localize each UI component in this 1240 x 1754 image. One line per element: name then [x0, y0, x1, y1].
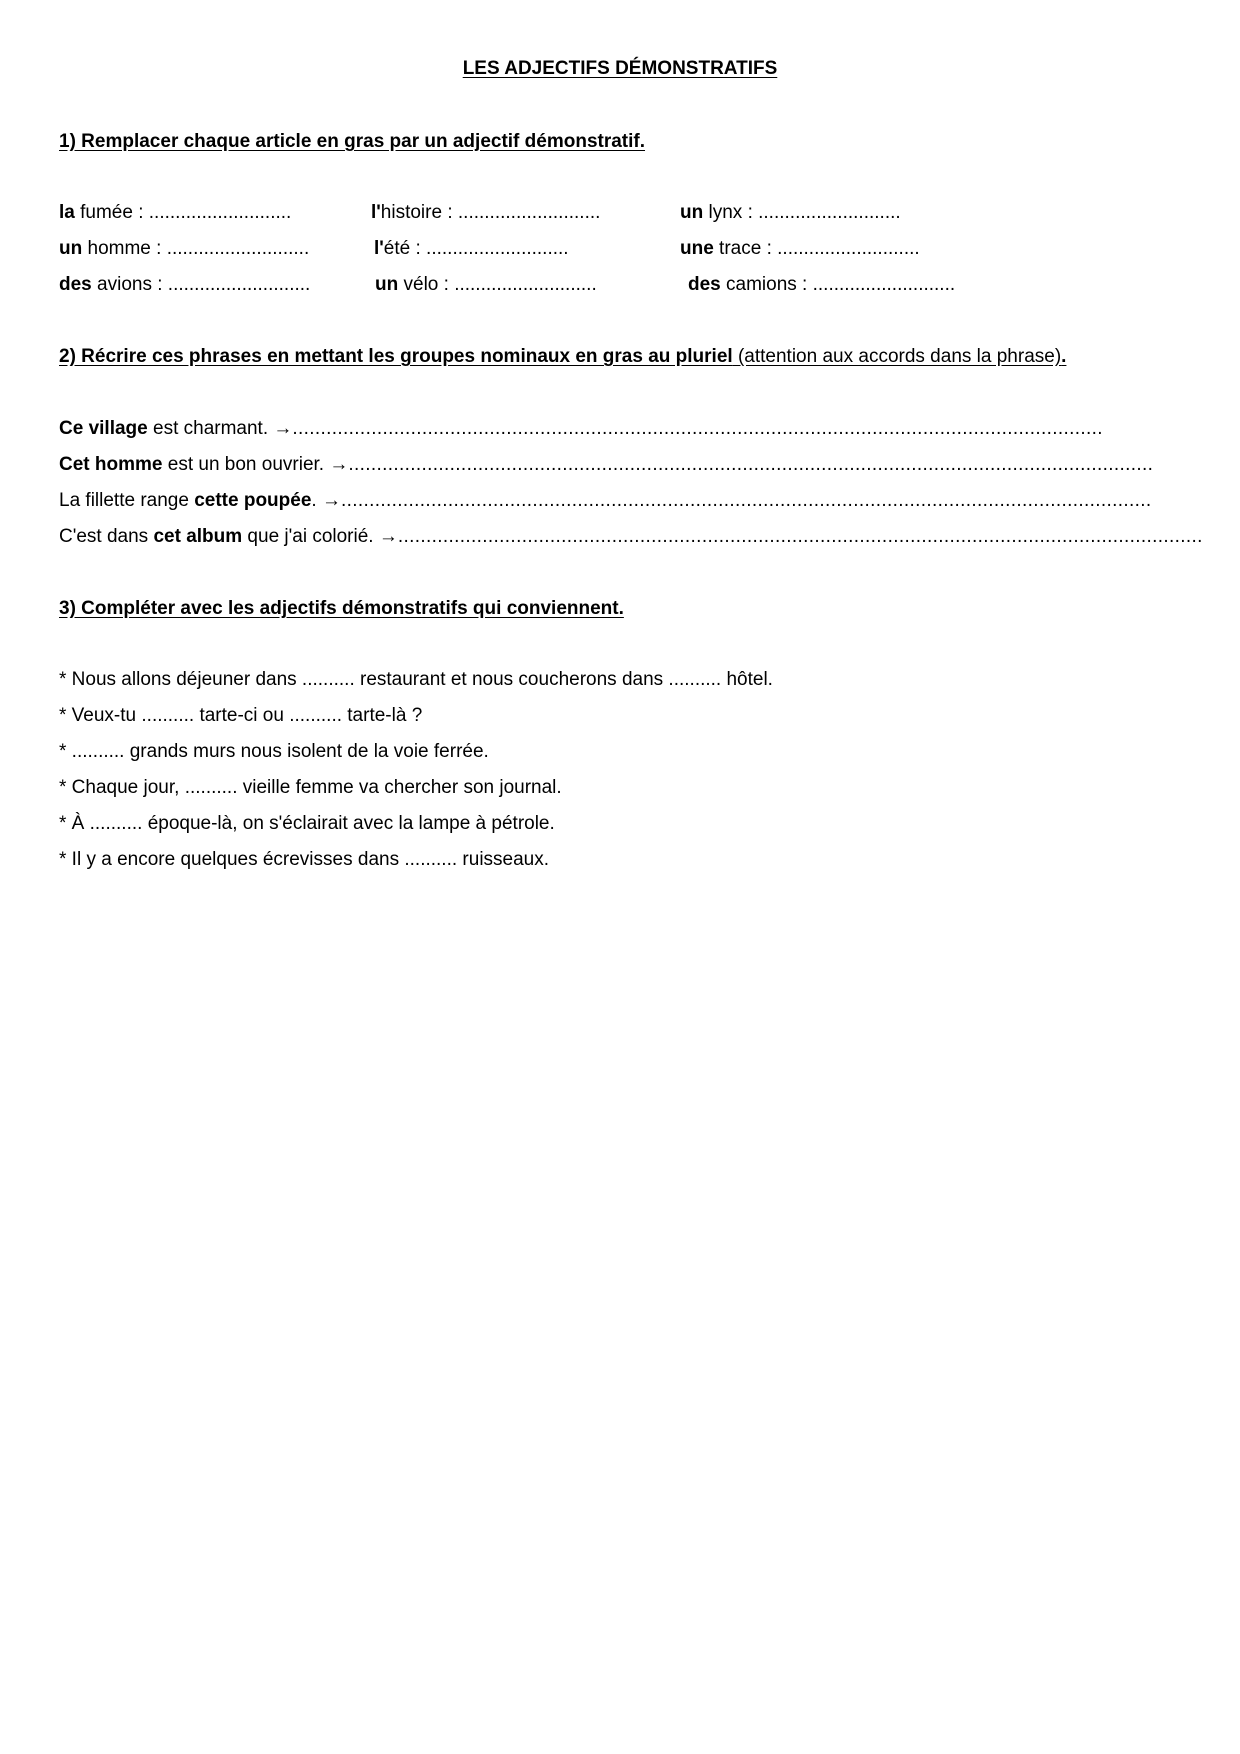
exercise2-sentence: [59, 526, 1203, 548]
item-text: été : ...........................: [383, 238, 569, 259]
bold-group: Cet homme: [59, 454, 163, 475]
exercise1-heading: 1) Remplacer chaque article en gras par un adjectif démonstratif.: [59, 131, 646, 152]
exercise3-sentence: * Nous allons déjeuner dans .......... restaurant et nous coucherons dans .......... hôtel.: [59, 669, 773, 690]
item-text: avions : ...........................: [91, 274, 311, 295]
bold-article: un: [680, 202, 704, 223]
bold-group: cette poupée: [194, 490, 312, 511]
exercise2-heading: [59, 346, 1066, 368]
answer-dots: ................................................................................................................................................: [340, 490, 1152, 511]
item-text: lynx : ...........................: [703, 202, 901, 223]
exercise3-sentence: * À .......... époque-là, on s'éclairait avec la lampe à pétrole.: [59, 813, 555, 834]
item-text: trace : ...........................: [713, 238, 920, 259]
exercise3-heading: 3) Compléter avec les adjectifs démonstratifs qui conviennent.: [59, 598, 624, 619]
sentence-text: que j'ai colorié. →: [242, 526, 398, 547]
exercise1-item: [59, 274, 310, 296]
exercise2-sentence: [59, 418, 1103, 440]
bold-article: l': [371, 202, 381, 223]
sentence-text: est charmant. →: [147, 418, 293, 439]
exercise1-item: [374, 238, 569, 260]
bold-article: une: [680, 238, 714, 259]
answer-dots: ...............................................................................................................................................: [348, 454, 1154, 475]
exercise1-item: [375, 274, 597, 296]
exercise3-sentence: * Veux-tu .......... tarte-ci ou .......... tarte-là ?: [59, 705, 423, 726]
sentence-text: est un bon ouvrier. →: [162, 454, 349, 475]
exercise3-sentence: * Chaque jour, .......... vieille femme va chercher son journal.: [59, 777, 562, 798]
exercise2-sentence: [59, 490, 1152, 512]
exercise1-item: [680, 238, 920, 260]
heading-bold: 2) Récrire ces phrases en mettant les groupes nominaux en gras au pluriel: [59, 346, 733, 367]
exercise3-sentence: * Il y a encore quelques écrevisses dans .......... ruisseaux.: [59, 849, 550, 870]
sentence-text: . →: [311, 490, 341, 511]
bold-group: Ce village: [59, 418, 148, 439]
bold-group: cet album: [153, 526, 243, 547]
bold-article: l': [374, 238, 384, 259]
heading-end: .: [1061, 346, 1067, 367]
bold-article: un: [59, 238, 83, 259]
answer-dots: ................................................................................................................................................: [292, 418, 1103, 439]
bold-article: la: [59, 202, 75, 223]
exercise1-item: [680, 202, 901, 224]
exercise1-item: [59, 238, 309, 260]
bold-article: des: [688, 274, 721, 295]
sentence-text: C'est dans: [59, 526, 154, 547]
page-title: LES ADJECTIFS DÉMONSTRATIFS: [462, 58, 778, 79]
sentence-text: La fillette range: [59, 490, 195, 511]
exercise1-item: [59, 202, 291, 224]
bold-article: un: [375, 274, 399, 295]
answer-dots: ...............................................................................................................................................: [397, 526, 1203, 547]
item-text: homme : ...........................: [82, 238, 310, 259]
exercise1-item: [688, 274, 955, 296]
bold-article: des: [59, 274, 92, 295]
exercise3-sentence: * .......... grands murs nous isolent de la voie ferrée.: [59, 741, 489, 762]
exercise2-sentence: [59, 454, 1153, 476]
exercise1-item: [371, 202, 600, 224]
item-text: histoire : ...........................: [380, 202, 601, 223]
heading-note: (attention aux accords dans la phrase): [732, 346, 1062, 367]
item-text: camions : ...........................: [720, 274, 956, 295]
item-text: vélo : ...........................: [398, 274, 597, 295]
item-text: fumée : ...........................: [74, 202, 292, 223]
